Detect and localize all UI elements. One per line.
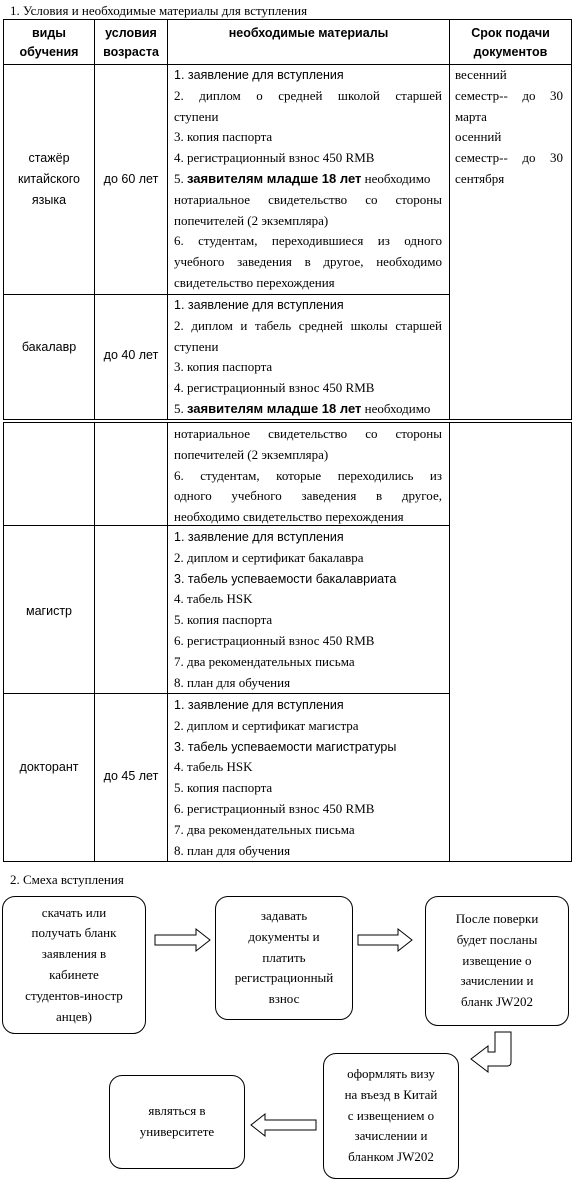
section2-title: 2. Смеха вступления bbox=[10, 872, 124, 887]
materials-bachelor: 1. заявление для вступления 2. диплом и табель средней школы старшей ступени 3. копия паспорта 4. регистрационный взнос 450 RMB 5. заявителям младше 18 лет необходимо bbox=[174, 298, 442, 416]
flow-step-download-form: скачать или получать бланк заявления в кабинете студентов-иностр анцев) bbox=[2, 896, 146, 1034]
age-doctoral: до 45 лет bbox=[103, 769, 159, 783]
flow-step-apply-visa: оформлять визу на въезд в Китай с извещением о зачислении и бланком JW202 bbox=[323, 1053, 459, 1179]
header-age-limit: условия возраста bbox=[103, 26, 159, 59]
materials-master: 1. заявление для вступления 2. диплом и сертификат бакалавра 3. табель успеваемости бакалавриата 4. табель HSK 5. копия паспорта 6. регистрационный взнос 450 RMB 7. два рекомендательных письма 8. план для обучения bbox=[174, 530, 397, 690]
age-bachelor: до 40 лет bbox=[103, 348, 159, 362]
arrow-bent-down-icon bbox=[471, 1032, 511, 1072]
age-language-intern: до 60 лет bbox=[103, 172, 159, 186]
type-master: магистр bbox=[25, 604, 72, 618]
deadline-text: весенний семестр-- до 30 марта осенний семестр-- до 30 сентября bbox=[455, 67, 563, 186]
flow-step-receive-notice: После поверки будет посланы извещение о зачислении и бланк JW202 bbox=[425, 896, 569, 1026]
section1-title: 1. Условия и необходимые материалы для вступления bbox=[10, 3, 308, 18]
header-materials: необходимые материалы bbox=[228, 26, 389, 40]
flow-step-submit-documents: задавать документы и платить регистрационный взнос bbox=[215, 896, 353, 1020]
flow-step-arrive-university: являться в университете bbox=[109, 1075, 245, 1169]
type-doctoral: докторант bbox=[19, 760, 79, 774]
materials-doctoral: 1. заявление для вступления 2. диплом и сертификат магистра 3. табель успеваемости магистратуры 4. табель HSK 5. копия паспорта 6. регистрационный взнос 450 RMB 7. два рекомендательных письма 8. план для обучения bbox=[174, 698, 397, 858]
arrow-right-icon bbox=[155, 929, 210, 951]
materials-bachelor-continued: нотариальное свидетельство со стороны попечителей (2 экземпляра) 6. студентам, которые переходились из одного учебного заведения в другое, необходимо свидетельство перехождения bbox=[174, 426, 442, 525]
arrow-right-icon bbox=[358, 929, 412, 951]
header-study-type: виды обучения bbox=[19, 26, 79, 59]
type-language-intern: стажёр китайского языка bbox=[17, 151, 81, 207]
arrow-left-icon bbox=[251, 1114, 316, 1136]
type-bachelor: бакалавр bbox=[21, 340, 77, 354]
materials-language-intern: 1. заявление для вступления 2. диплом о средней школой старшей ступени 3. копия паспорта 4. регистрационный взнос 450 RMB 5. заявителям младше 18 лет необходимо нотариальное свидетельство со стороны попечителей (2 экземпляра) 6. студентам, переходившиеся из одного учебного заведения в другое, необходимо свидетельство перехождения bbox=[174, 68, 442, 290]
header-deadline: Срок подачи документов bbox=[471, 26, 550, 59]
